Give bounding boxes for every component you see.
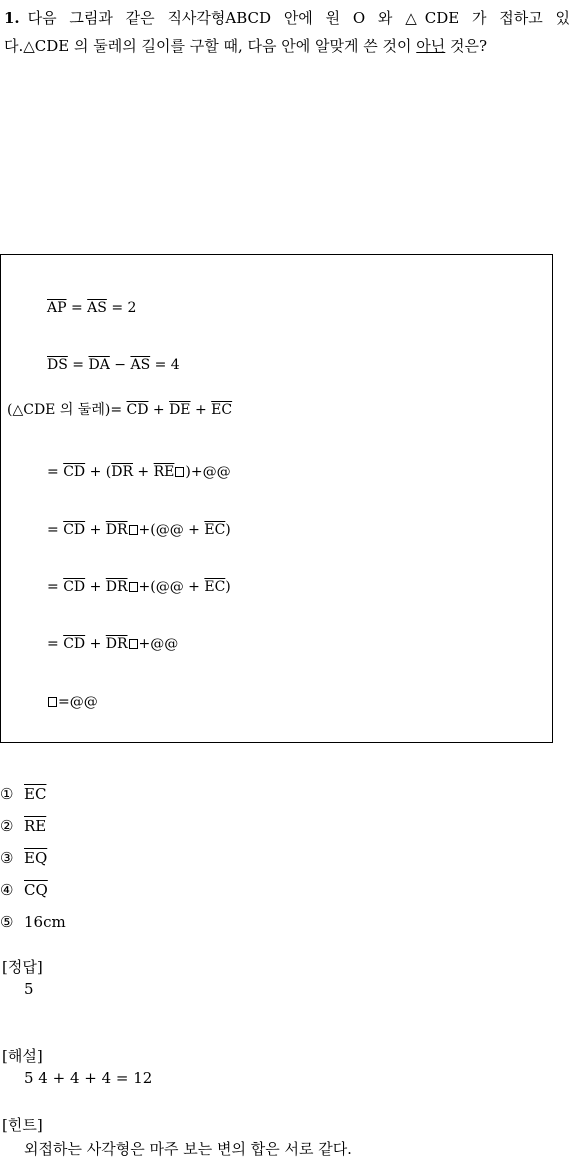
choice-5[interactable]: ⑤ 16cm: [0, 913, 66, 931]
solution-box: [0, 254, 553, 743]
question-text-1: 다음 그림과 같은 직사각형ABCD 안에 원 O 와 △CDE 가 접하고 있: [27, 9, 570, 27]
box-line-1: $\overline{AP} = \overline{AS} = 2$: [47, 300, 137, 316]
blank-box: [175, 467, 184, 477]
choice-3[interactable]: ③ $\overline{EQ}$: [0, 849, 48, 867]
question-text-2b: 것은?: [445, 37, 488, 55]
answer-section: [2, 956, 43, 1004]
box-line-2: $\overline{DS} = \overline{DA} - \overline{AS} = 4$: [47, 357, 180, 373]
explanation-section: [2, 1045, 152, 1093]
hint-label: [힌트]: [2, 1116, 43, 1134]
question-line-1: [4, 4, 570, 32]
question-text-2a: 다.△CDE 의 둘레의 길이를 구할 때, 다음 안에 알맞게 쓴 것이: [4, 37, 417, 55]
explanation-value: 5 4 + 4 + 4 = 12: [24, 1069, 153, 1087]
answer-value: 5: [24, 980, 34, 998]
box-line-7: = $\overline{CD} + \overline{DR}$ +@@: [47, 636, 179, 652]
hint-value: 외접하는 사각형은 마주 보는 변의 합은 서로 같다.: [24, 1140, 352, 1158]
choices-list: [0, 778, 66, 938]
choice-1[interactable]: ① $\overline{EC}$: [0, 785, 47, 803]
choice-4[interactable]: ④ $\overline{CQ}$: [0, 881, 48, 899]
blank-box: [129, 525, 138, 535]
hint-section: [2, 1114, 352, 1162]
blank-box: [48, 697, 57, 707]
blank-box: [129, 639, 138, 649]
box-line-4: = $\overline{CD} + (\overline{DR} + \overline{RE}$ )+@@: [47, 464, 231, 480]
box-line-6: = $\overline{CD} + \overline{DR}$ +(@@ + $\overline{EC}$): [47, 579, 231, 595]
box-line-5: = $\overline{CD} + \overline{DR}$ +(@@ + $\overline{EC}$): [47, 522, 231, 538]
question: [4, 4, 570, 60]
blank-box: [129, 582, 138, 592]
box-line-8: =@@: [47, 694, 98, 710]
answer-label: [정답]: [2, 958, 43, 976]
explanation-label: [해설]: [2, 1047, 43, 1065]
question-underlined: 아닌: [416, 37, 446, 55]
question-number: 1.: [4, 9, 20, 27]
choice-2[interactable]: ② $\overline{RE}$: [0, 817, 47, 835]
box-line-3: (△CDE 의 둘레)= $\overline{CD} + \overline{DE} + \overline{EC}$: [7, 402, 233, 418]
question-line-2: [4, 32, 570, 60]
